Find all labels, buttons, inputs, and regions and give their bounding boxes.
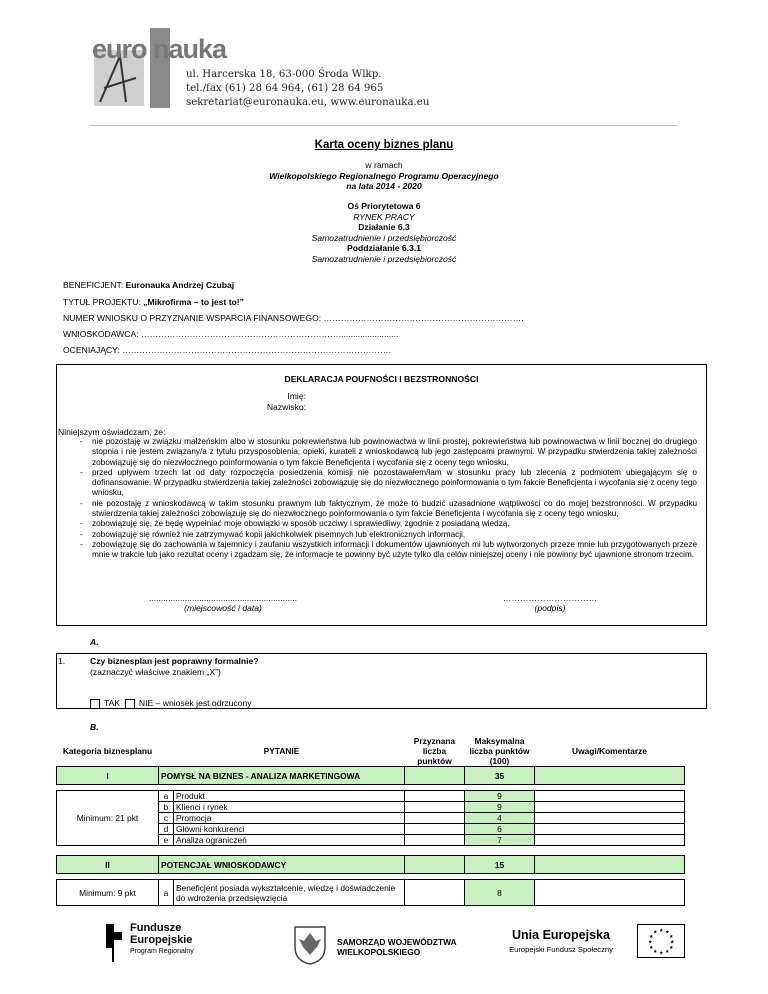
section-a-label: A. [90,637,99,647]
row-question: Główni konkurenci [174,824,405,835]
samorzad-line2: WIELKOPOLSKIEGO [337,947,421,957]
declaration-title: DEKLARACJA POUFNOŚCI I BEZSTRONNOŚCI [284,374,479,384]
table-row [57,880,685,906]
beneficjent-field [63,280,234,290]
svg-text:★: ★ [653,949,658,955]
oceniajacy-field[interactable]: OCENIAJĄCY: …………………………………………………………………………………. [63,345,392,355]
fe-line1: Fundusze [130,922,182,934]
row-letter: a [159,791,174,802]
row-comment[interactable] [535,802,685,813]
program-years: na lata 2014 - 2020 [346,181,422,192]
eagle-crest-icon [293,925,327,965]
row-question: Analiza ograniczeń [174,835,405,846]
scoring-table [56,736,685,906]
group-2-score[interactable] [405,856,465,874]
group-2-max: 15 [465,856,535,874]
group-1-roman: I [57,767,159,785]
row-letter: c [159,813,174,824]
nie-label: NIE – wniosek jest odrzucony [138,698,252,708]
row-question: Beneficjent posiada wykształcenie, wiedzę i doświadczenie do wdrożenia przedsięwzięcia [174,880,405,906]
phone: tel./fax (61) 28 64 964, (61) 28 64 965 [186,83,384,94]
table-header [57,736,685,767]
section-b-label: B. [90,722,99,732]
row-comment[interactable] [535,791,685,802]
svg-text:★: ★ [665,949,670,955]
group-2-minimum: Minimum: 9 pkt [57,880,159,906]
group-1-minimum: Minimum: 21 pkt [57,791,159,846]
group-1-comment[interactable] [535,767,685,785]
row-letter: d [159,824,174,835]
group-1-score[interactable] [405,767,465,785]
row-max: 4 [465,813,535,824]
row-letter: b [159,802,174,813]
tytul-label: TYTUŁ PROJEKTU: [63,297,144,307]
declaration-list [80,437,697,561]
dzialanie-name: Samozatrudnienie i przedsiębiorczość [311,232,457,243]
declaration-item: - nie pozostaję z wnioskodawcą w takim stosunku prawnym lub faktycznym, że może to budzić uzasadnione wątpliwości co do mojej bezstronności. W przypadku stwierdzenia takiej zależności zobowiązuję się do niezwłocznego poinformowania o tym fakcie Beneficjenta i wycofania się z oceny tego wniosku, [80,499,697,520]
os-priorytetowa: Oś Priorytetowa 6 [347,201,421,211]
group-2-roman: II [57,856,159,874]
svg-text:★: ★ [649,945,654,951]
svg-text:★: ★ [669,945,674,951]
row-max: 8 [465,880,535,906]
section-a-question-block [90,656,259,678]
hdr-kategoria: Kategoria biznesplanu [62,746,153,756]
name-fields [200,391,306,413]
group-2-title: POTENCJAŁ WNIOSKODAWCY [159,856,405,874]
row-max: 9 [465,791,535,802]
section-a-question: Czy biznesplan jest poprawny formalnie? [90,656,259,666]
svg-text:★: ★ [649,934,654,940]
row-score[interactable] [405,802,465,813]
beneficjent-label: BENEFICJENT: [63,280,126,290]
samorzad-line1: SAMORZĄD WOJEWÓDZTWA [337,937,457,947]
group-row-1 [57,767,685,785]
row-comment[interactable] [535,813,685,824]
svg-text:★: ★ [659,928,664,934]
section-a-number: 1. [58,656,66,666]
svg-text:★: ★ [669,934,674,940]
tak-checkbox[interactable] [90,699,100,709]
signature-sign [470,593,630,613]
declaration-item: - zobowiązuję się do zachowania w tajemnicy i zaufaniu wszystkich informacji i dokumentów ujawnionych mi lub wytworzonych przeze mnie lub przygotowanych przeze mnie w trakcie lub jako rezultat oceny i zgadzam się, że informacje te powinny być użyte tylko dla celów niniejszej oceny i nie powinny być ujawnione stronom trzecim. [80,540,697,561]
logo-text: euro nauka [92,34,227,64]
priority-block [0,201,768,265]
w-ramach: w ramach [365,160,403,170]
row-letter: e [159,835,174,846]
svg-text:★: ★ [648,939,653,946]
declaration-item: - przed upływem trzech lat od daty rozpoczęcia posiedzenia komisji nie pozostawałem/łam w stosunku pracy lub zlecenia z podmiotem ubiegającym się o dofinansowanie. W przypadku stwierdzenia takiej zależności zobowiązuję się do niezwłocznego poinformowania o tym fakcie Beneficjenta i wycofania się z oceny tego wniosku, [80,468,697,499]
nazwisko-label: Nazwisko: [266,402,306,412]
tytul-field [63,297,244,307]
ue-line2: Europejski Fundusz Społeczny [509,945,613,954]
program-name: Wielkopolskiego Regionalnego Programu Operacyjnego [269,170,499,181]
row-score[interactable] [405,824,465,835]
poddzialanie: Poddziałanie 6.3.1 [346,243,422,254]
signature-label: (podpis) [534,603,566,613]
place-date-dots[interactable]: .............................................................. [148,593,298,603]
wnioskodawca-field[interactable]: WNIOSKODAWCA: ……………………………………………………………......................... [63,329,399,339]
row-score[interactable] [405,791,465,802]
fe-line2: Europejskie [130,934,193,946]
address: ul. Harcerska 18, 63-000 Środa Wlkp. [186,69,382,80]
fe-star-icon [102,922,124,966]
email: sekretariat@euronauka.eu, www.euronauka.eu [186,97,430,108]
declaration-item: - nie pozostaję w związku małżeńskim albo w stosunku pokrewieństwa lub powinowactwa w linii prostej, pokrewieństwa lub powinowactwa w linii bocznej do drugiego stopnia i nie jestem związany/a z tytułu przysposobienia, opieki, kurateli z wnioskodawcą lub jego zastępcami prawnymi. W przypadku stwierdzenia takiej zależności zobowiązuję się do niezwłocznego poinformowania o tym fakcie Beneficjenta i wycofania się z oceny tego wniosku, [80,437,697,468]
declaration-item: - zobowiązuję się również nie zatrzymywać kopii jakichkolwiek pisemnych lub elektronicznych informacji, [80,530,697,540]
eu-flag-icon [637,924,685,958]
svg-text:★: ★ [670,939,675,946]
table-row [57,791,685,802]
row-max: 7 [465,835,535,846]
program-block [0,160,768,192]
row-score[interactable] [405,813,465,824]
numer-wniosku-field[interactable]: NUMER WNIOSKU O PRZYZNANIE WSPARCIA FINANSOWEGO: ……………………………………………………………. [63,313,524,323]
header-divider [90,125,677,126]
row-max: 6 [465,824,535,835]
declaration-item: - zobowiązuję się, że będę wypełniać moje obowiązki w sposób uczciwy i sprawiedliwy, zgodnie z posiadaną wiedzą, [80,519,697,529]
group-1-max: 35 [465,767,535,785]
group-1-title: POMYSŁ NA BIZNES - ANALIZA MARKETINGOWA [159,767,405,785]
group-2-comment[interactable] [535,856,685,874]
svg-text:★: ★ [653,929,658,936]
beneficjent-value: Euronauka Andrzej Czubaj [125,280,235,290]
row-comment[interactable] [535,880,685,906]
ue-line1: Unia Europejska [512,928,610,942]
row-comment[interactable] [535,835,685,846]
hdr-uwagi: Uwagi/Komentarze [572,746,647,756]
row-score[interactable] [405,880,465,906]
svg-text:★: ★ [665,929,670,936]
row-comment[interactable] [535,824,685,835]
place-date-label: (miejscowość i data) [184,603,262,613]
nie-checkbox[interactable] [125,699,135,709]
imie-label: Imię: [287,391,306,401]
declaration-intro: Niniejszym oświadczam, że: [58,427,166,437]
poddzialanie-name: Samozatrudnienie i przedsiębiorczość [311,253,457,264]
row-question: Klienci i rynek [174,802,405,813]
contact-info [186,68,429,110]
hdr-maks: Maksymalna liczba punktów (100) [469,736,530,766]
section-a-hint: (zaznaczyć właściwe znakiem „X”) [90,667,221,677]
row-score[interactable] [405,835,465,846]
tak-label: TAK [104,698,121,708]
hdr-przyznana: Przyznana liczba punktów [413,736,456,766]
section-a-options [90,698,252,709]
row-question: Produkt [174,791,405,802]
row-question: Promocja [174,813,405,824]
tytul-value: „Mikrofirma – to jest to!” [143,297,244,307]
fe-line3: Program Regionalny [130,948,194,955]
group-row-2 [57,856,685,874]
row-letter: a [159,880,174,906]
hdr-pytanie: PYTANIE [263,746,300,756]
rynek-pracy: RYNEK PRACY [353,211,415,222]
signature-dots[interactable]: …………………………… [502,593,598,603]
svg-text:★: ★ [659,950,664,957]
document-title: Karta oceny biznes planu [314,139,454,151]
row-max: 9 [465,802,535,813]
dzialanie: Działanie 6.3 [358,222,410,233]
signature-place-date [143,593,303,613]
